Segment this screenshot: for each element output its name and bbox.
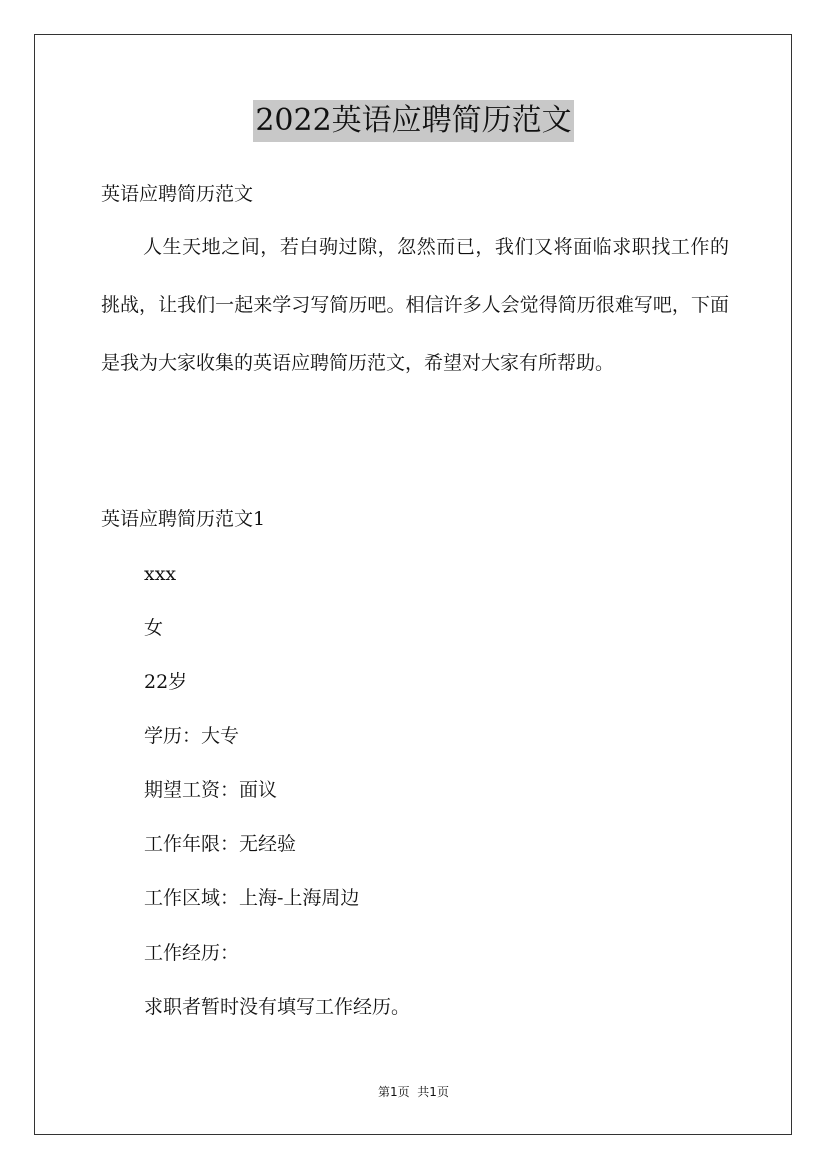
resume-age: 22岁 [144, 671, 188, 693]
resume-work-history-value: 求职者暂时没有填写工作经历。 [144, 996, 411, 1018]
resume-gender: 女 [144, 617, 164, 639]
title-container [0, 100, 827, 142]
resume-salary: 期望工资：面议 [144, 779, 278, 801]
resume-experience-years: 工作年限：无经验 [144, 833, 297, 855]
document-title: 2022英语应聘简历范文 [253, 100, 573, 142]
intro-paragraph: 人生天地之间，若白驹过隙，忽然而已，我们又将面临求职找工作的挑战，让我们一起来学习写简历吧。相信许多人会觉得简历很难写吧，下面是我为大家收集的英语应聘简历范文，希望对大家有所帮助。 [101, 236, 729, 374]
document-subtitle: 英语应聘简历范文 [101, 183, 254, 205]
page-number: 第1页 共1页 [378, 1085, 449, 1099]
resume-name: xxx [144, 563, 177, 585]
section-heading: 英语应聘简历范文1 [101, 508, 266, 530]
resume-work-history-label: 工作经历： [144, 942, 240, 964]
page-footer [0, 1084, 827, 1100]
resume-work-area: 工作区域：上海-上海周边 [144, 887, 360, 909]
resume-education: 学历：大专 [144, 725, 240, 747]
